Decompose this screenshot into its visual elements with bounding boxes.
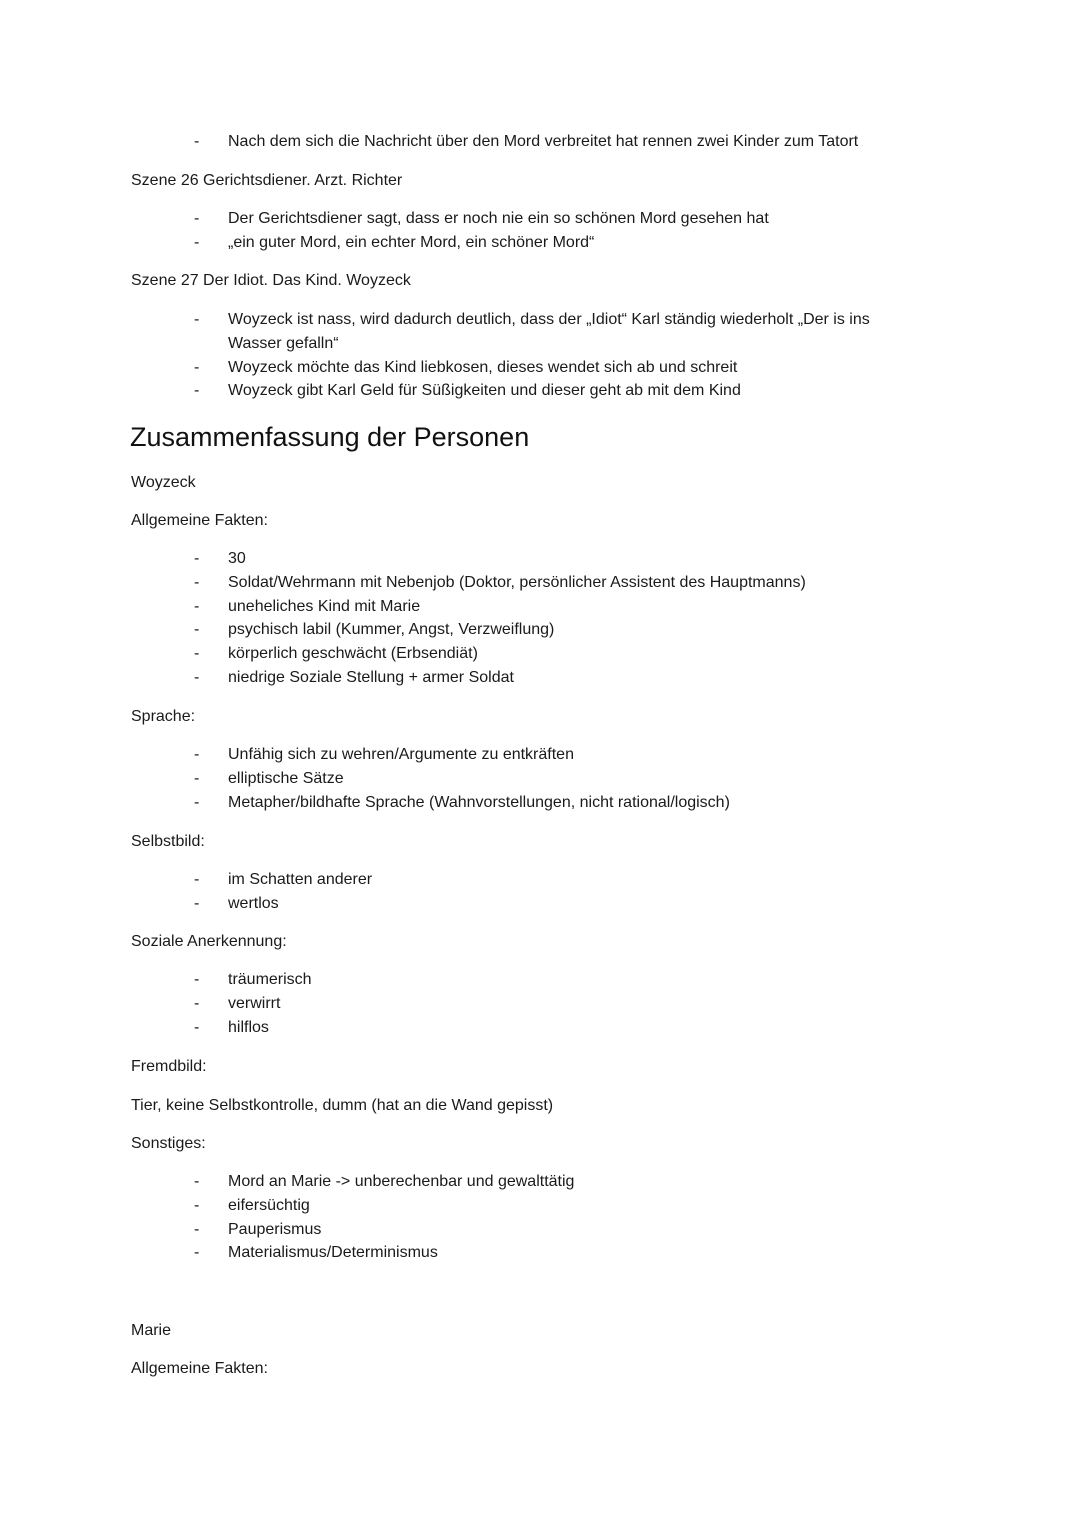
list-item — [0, 791, 918, 815]
woyzeck-anerkennung-list — [0, 968, 918, 1039]
list-item — [0, 308, 918, 356]
bullet-dash: - — [194, 994, 200, 1012]
list-item — [0, 642, 918, 666]
woyzeck-sprache-label: Sprache: — [131, 708, 196, 725]
list-item-text: Materialismus/Determinismus — [228, 1244, 438, 1262]
list-item — [0, 968, 918, 992]
scene-27-list — [0, 308, 918, 403]
scene-27-title: Szene 27 Der Idiot. Das Kind. Woyzeck — [131, 272, 411, 289]
list-item-text: elliptische Sätze — [228, 769, 344, 787]
bullet-dash: - — [194, 621, 200, 639]
list-item-text: psychisch labil (Kummer, Angst, Verzweiflung) — [228, 621, 555, 639]
list-item-text: Nach dem sich die Nachricht über den Mord verbreitet hat rennen zwei Kinder zum Tatort — [228, 133, 859, 150]
bullet-dash: - — [194, 971, 200, 988]
list-item-text: niedrige Soziale Stellung + armer Soldat — [228, 668, 514, 686]
bullet-dash: - — [194, 311, 200, 328]
bullet-dash: - — [194, 1173, 200, 1190]
list-item — [0, 1218, 918, 1242]
list-item — [0, 1170, 918, 1194]
list-item — [0, 356, 918, 380]
list-item-text: verwirrt — [228, 994, 281, 1012]
bullet-dash: - — [194, 550, 200, 567]
list-item — [0, 379, 918, 403]
woyzeck-name: Woyzeck — [131, 474, 196, 491]
scene-26-title: Szene 26 Gerichtsdiener. Arzt. Richter — [131, 172, 403, 189]
list-item-text: Soldat/Wehrmann mit Nebenjob (Doktor, persönlicher Assistent des Hauptmanns) — [228, 573, 806, 591]
bullet-dash: - — [194, 573, 200, 591]
list-item — [0, 618, 918, 642]
bullet-dash: - — [194, 793, 200, 811]
list-item — [0, 231, 918, 255]
list-item — [0, 767, 918, 791]
bullet-dash: - — [194, 382, 200, 400]
list-item — [0, 595, 918, 619]
list-item-text: Der Gerichtsdiener sagt, dass er noch nie ein so schönen Mord gesehen hat — [228, 210, 769, 227]
woyzeck-sonstiges-label: Sonstiges: — [131, 1135, 206, 1152]
scene-26-list — [0, 207, 918, 255]
bullet-dash: - — [194, 1220, 200, 1238]
bullet-dash: - — [194, 1018, 200, 1036]
list-item — [0, 1194, 918, 1218]
bullet-dash: - — [194, 1196, 200, 1214]
bullet-dash: - — [194, 358, 200, 376]
list-item-text: körperlich geschwächt (Erbsendiät) — [228, 645, 478, 663]
bullet-dash: - — [194, 1244, 200, 1262]
woyzeck-selbstbild-label: Selbstbild: — [131, 833, 205, 850]
summary-heading: Zusammenfassung der Personen — [130, 422, 530, 452]
list-item-text: träumerisch — [228, 971, 312, 988]
list-item-text: Woyzeck möchte das Kind liebkosen, dieses wendet sich ab und schreit — [228, 358, 738, 376]
list-item — [0, 207, 918, 231]
bullet-dash: - — [194, 133, 200, 150]
list-item — [0, 1241, 918, 1265]
list-item — [0, 868, 918, 892]
list-item-text: eifersüchtig — [228, 1196, 310, 1214]
bullet-dash: - — [194, 210, 200, 227]
list-item-text: Metapher/bildhafte Sprache (Wahnvorstellungen, nicht rational/logisch) — [228, 793, 730, 811]
list-item-text: im Schatten anderer — [228, 871, 373, 888]
bullet-dash: - — [194, 645, 200, 663]
woyzeck-sprache-list — [0, 743, 918, 814]
marie-facts-label: Allgemeine Fakten: — [131, 1360, 268, 1377]
woyzeck-selbstbild-list — [0, 868, 918, 916]
woyzeck-facts-list — [0, 547, 918, 690]
list-item — [0, 571, 918, 595]
woyzeck-fremdbild-label: Fremdbild: — [131, 1058, 207, 1075]
list-item-text: Pauperismus — [228, 1220, 322, 1238]
list-item-text: „ein guter Mord, ein echter Mord, ein schöner Mord“ — [228, 233, 595, 251]
bullet-dash: - — [194, 871, 200, 888]
bullet-dash: - — [194, 668, 200, 686]
list-item — [0, 743, 918, 767]
list-item-text: Mord an Marie -> unberechenbar und gewalttätig — [228, 1173, 575, 1190]
woyzeck-sonstiges-list — [0, 1170, 918, 1265]
intro-list — [0, 130, 918, 154]
list-item — [0, 1016, 918, 1040]
bullet-dash: - — [194, 769, 200, 787]
bullet-dash: - — [194, 746, 200, 763]
woyzeck-fremdbild-text: Tier, keine Selbstkontrolle, dumm (hat an die Wand gepisst) — [131, 1097, 554, 1114]
list-item-text: Woyzeck ist nass, wird dadurch deutlich, dass der „Idiot“ Karl ständig wiederholt „Der is ins Wasser gefalln“ — [228, 311, 870, 352]
list-item — [0, 666, 918, 690]
bullet-dash: - — [194, 233, 200, 251]
woyzeck-anerkennung-label: Soziale Anerkennung: — [131, 933, 287, 950]
list-item — [0, 892, 918, 916]
list-item — [0, 547, 918, 571]
list-item — [0, 130, 918, 154]
bullet-dash: - — [194, 894, 200, 912]
list-item-text: wertlos — [228, 894, 279, 912]
list-item-text: Unfähig sich zu wehren/Argumente zu entkräften — [228, 746, 574, 763]
list-item-text: hilflos — [228, 1018, 269, 1036]
bullet-dash: - — [194, 597, 200, 615]
woyzeck-facts-label: Allgemeine Fakten: — [131, 512, 268, 529]
list-item-text: uneheliches Kind mit Marie — [228, 597, 421, 615]
list-item-text: 30 — [228, 550, 246, 567]
marie-name: Marie — [131, 1322, 172, 1339]
list-item-text: Woyzeck gibt Karl Geld für Süßigkeiten und dieser geht ab mit dem Kind — [228, 382, 741, 400]
list-item — [0, 992, 918, 1016]
